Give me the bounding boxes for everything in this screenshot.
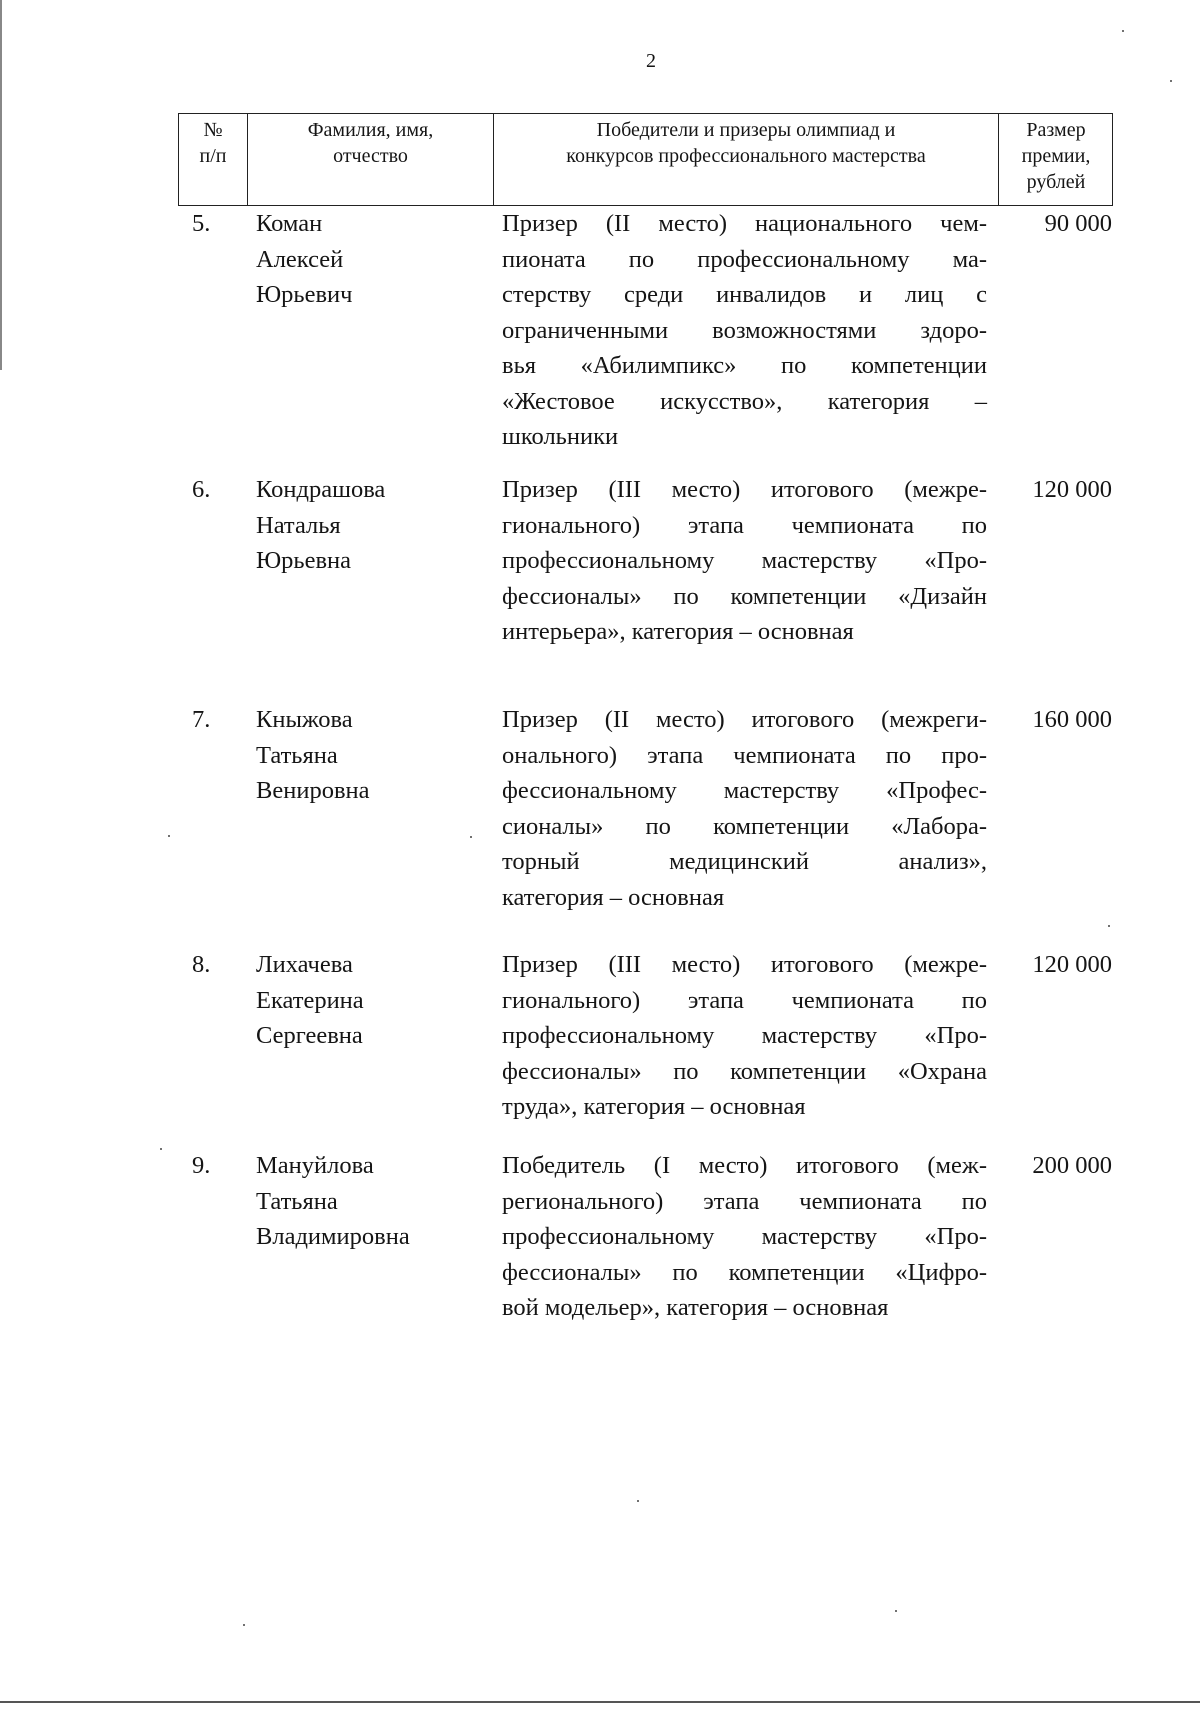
row-amount: 200 000	[1032, 1152, 1112, 1179]
patronymic: Юрьевна	[256, 547, 352, 574]
description-line: Призер (III место) итогового (межре-	[502, 476, 987, 503]
header-divider	[998, 113, 999, 206]
header-divider	[247, 113, 248, 206]
description-line: сионалы» по компетенции «Лабора-	[502, 812, 987, 840]
description-line: «Жестовое искусство», категория –	[502, 387, 987, 415]
scan-bottom-edge	[0, 1701, 1200, 1703]
description-line: профессиональному мастерству «Про-	[502, 547, 987, 574]
description-line: регионального) этапа чемпионата по	[502, 1187, 987, 1215]
description-line: Призер (III место) итогового (межре-	[502, 951, 987, 978]
first-name: Алексей	[256, 245, 344, 273]
row-description	[502, 1148, 987, 1326]
patronymic: Владимировна	[256, 1223, 410, 1250]
scan-speck	[895, 1610, 897, 1612]
scan-speck	[1108, 925, 1110, 927]
description-line: категория – основная	[502, 883, 725, 911]
description-line: вья «Абилимпикс» по компетенции	[502, 352, 987, 379]
header-name	[249, 117, 492, 169]
first-name: Екатерина	[256, 986, 364, 1014]
description-line: профессиональному мастерству «Про-	[502, 1223, 987, 1250]
header-amount	[1000, 117, 1112, 195]
description-line: гионального) этапа чемпионата по	[502, 986, 987, 1014]
surname: Коман	[256, 210, 323, 237]
description-line: гионального) этапа чемпионата по	[502, 511, 987, 539]
description-line: фессионалы» по компетенции «Охрана	[502, 1057, 987, 1085]
first-name: Татьяна	[256, 1187, 338, 1215]
row-description	[502, 472, 987, 650]
row-amount: 120 000	[1032, 476, 1112, 503]
description-line: Призер (II место) итогового (межреги-	[502, 706, 987, 733]
surname: Лихачева	[256, 951, 353, 978]
scan-speck	[637, 1500, 639, 1502]
description-line: ограниченными возможностями здоро-	[502, 316, 987, 344]
header-divider	[493, 113, 494, 206]
description-line: интерьера», категория – основная	[502, 618, 854, 645]
description-line: Призер (II место) национального чем-	[502, 210, 987, 237]
row-amount: 90 000	[1044, 210, 1112, 237]
scan-speck	[160, 1148, 162, 1150]
first-name: Татьяна	[256, 741, 338, 769]
row-name	[256, 947, 476, 1054]
row-amount: 160 000	[1032, 706, 1112, 733]
header-amount-line: премии,	[1021, 145, 1091, 167]
row-name	[256, 472, 476, 579]
header-name-line: Фамилия, имя,	[307, 119, 434, 141]
row-number: 5.	[192, 210, 211, 237]
description-line: фессионалы» по компетенции «Цифро-	[502, 1258, 987, 1286]
description-line: школьники	[502, 423, 619, 450]
header-num	[180, 117, 246, 169]
description-line: стерству среди инвалидов и лиц с	[502, 281, 987, 308]
description-line: онального) этапа чемпионата по про-	[502, 741, 987, 769]
surname: Мануйлова	[256, 1152, 374, 1179]
row-description	[502, 702, 987, 915]
header-num-line: №	[203, 119, 223, 141]
patronymic: Сергеевна	[256, 1022, 363, 1049]
header-desc-line: конкурсов профессионального мастерства	[566, 145, 926, 167]
description-line: Победитель (I место) итогового (меж-	[502, 1152, 987, 1179]
row-number: 9.	[192, 1152, 211, 1179]
description-line: труда», категория – основная	[502, 1093, 806, 1120]
description-line: торный медицинский анализ»,	[502, 848, 987, 875]
row-name	[256, 702, 476, 809]
scan-speck	[1170, 80, 1172, 82]
header-num-line: п/п	[199, 145, 227, 167]
header-amount-line: рублей	[1026, 171, 1086, 193]
surname: Кондрашова	[256, 476, 386, 503]
scan-speck	[168, 835, 170, 837]
first-name: Наталья	[256, 511, 341, 539]
description-line: фессионалы» по компетенции «Дизайн	[502, 582, 987, 610]
row-description	[502, 947, 987, 1125]
description-line: профессиональному мастерству «Про-	[502, 1022, 987, 1049]
row-number: 6.	[192, 476, 211, 503]
description-line: вой модельер», категория – основная	[502, 1294, 889, 1321]
description-line: фессиональному мастерству «Профес-	[502, 777, 987, 804]
row-name	[256, 1148, 476, 1255]
row-number: 7.	[192, 706, 211, 733]
row-amount: 120 000	[1032, 951, 1112, 978]
header-desc-line: Победители и призеры олимпиад и	[596, 119, 896, 141]
patronymic: Юрьевич	[256, 281, 353, 308]
row-description	[502, 206, 987, 455]
scan-speck	[470, 836, 472, 838]
header-desc	[495, 117, 997, 169]
patronymic: Венировна	[256, 777, 370, 804]
header-name-line: отчество	[333, 145, 408, 167]
scan-speck	[243, 1624, 245, 1626]
surname: Кныжова	[256, 706, 353, 733]
row-name	[256, 206, 476, 313]
description-line: пионата по профессиональному ма-	[502, 245, 987, 273]
page-number: 2	[646, 50, 656, 72]
scan-speck	[1122, 30, 1124, 32]
row-number: 8.	[192, 951, 211, 978]
header-amount-line: Размер	[1026, 119, 1086, 141]
